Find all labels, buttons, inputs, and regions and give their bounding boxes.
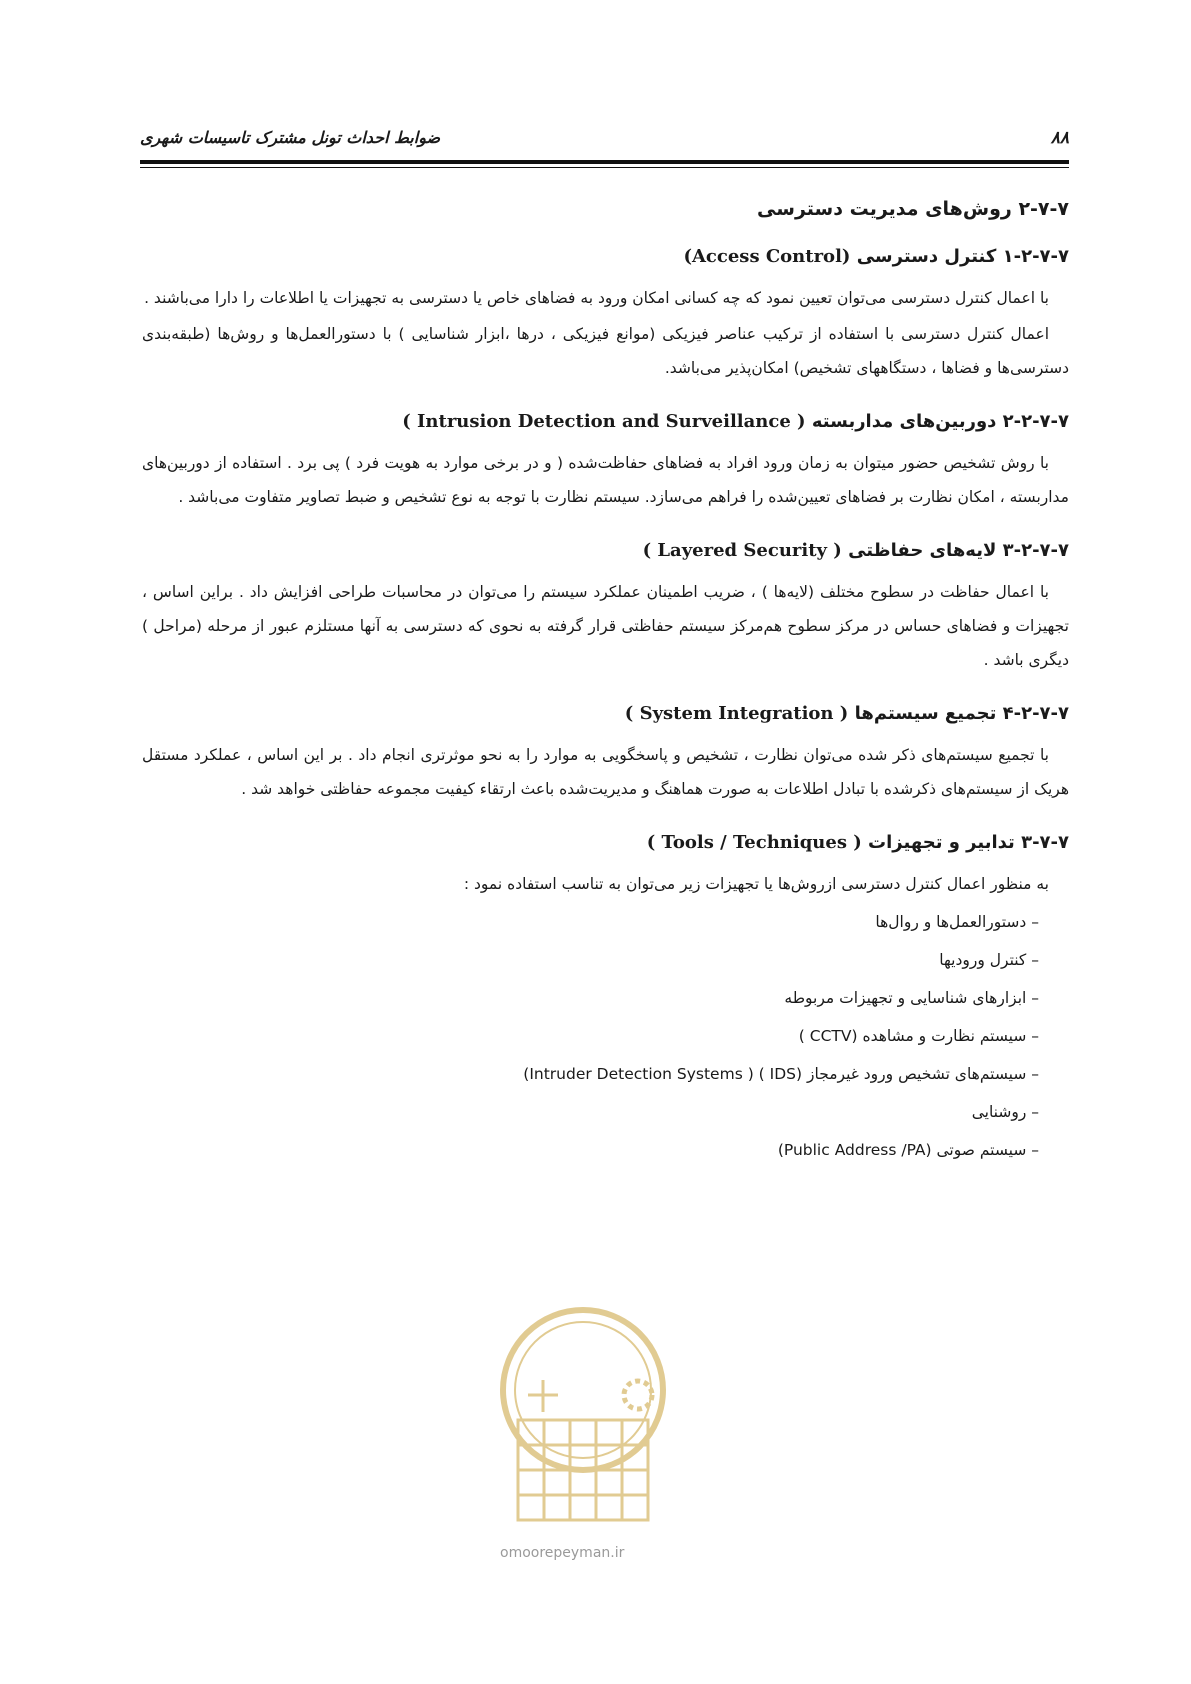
subsection-heading-cctv <box>142 411 1069 432</box>
subsection-heading-system-integration <box>142 703 1069 724</box>
list-item: – کنترل ورودیها <box>939 951 1039 969</box>
list-item: – سیستم صوتی (Public Address /PA) <box>777 1141 1039 1159</box>
heading-fa: ۳-۲-۷-۷ لایه‌های حفاظتی <box>848 540 1069 561</box>
heading-en: ( Layered Security ) <box>642 540 842 561</box>
paragraph: با تجمیع سیستم‌های ذکر شده می‌توان نظارت ، تشخیص و پاسخگویی به موارد را به نحو موثرتری انجام داد . بر این اساس ، عملکرد مستقل هریک از سیستم‌های ذکرشده با تبادل اطلاعات به صورت هماهنگ و مدیریت‌شده باعث ارتقاء کیفیت مجموعه حفاظتی خواهد شد . <box>142 746 1069 798</box>
list-item: – سیستم نظارت و مشاهده (CCTV ) <box>798 1027 1039 1045</box>
paragraph: با روش تشخیص حضور میتوان به زمان ورود افراد به فضاهای حفاظت‌شده ( و در برخی موارد به هویت فرد ) پی برد . استفاده از دوربین‌های مداربسته ، امکان نظارت بر فضاهای تعیین‌شده را فراهم می‌سازد. سیستم نظارت با توجه به نوع تشخیص و ضبط تصاویر متفاوت می‌باشد . <box>142 454 1069 506</box>
header-rule-thin <box>140 167 1069 168</box>
heading-fa: ۴-۲-۷-۷ تجمیع سیستم‌ها <box>854 703 1069 724</box>
subsection-heading-access-control <box>142 246 1069 267</box>
heading-en: ( System Integration ) <box>624 703 849 724</box>
list-item: – دستورالعمل‌ها و روال‌ها <box>875 913 1039 931</box>
watermark-logo-icon <box>488 1300 678 1540</box>
subsection-heading-tools <box>142 832 1069 853</box>
list-item: – سیستم‌های تشخیص ورود غیرمجاز (IDS ) ( Intruder Detection Systems) <box>523 1065 1039 1083</box>
subsection-heading-layered-security <box>142 540 1069 561</box>
list-item: – روشنایی <box>971 1103 1039 1121</box>
heading-fa: ۱-۲-۷-۷ کنترل دسترسی <box>856 246 1069 267</box>
heading-fa: ۲-۲-۷-۷ دوربین‌های مداربسته <box>811 411 1069 432</box>
paragraph: با اعمال کنترل دسترسی می‌توان تعیین نمود که چه کسانی امکان ورود به فضاهای خاص یا دسترسی به تجهیزات یا اطلاعات را دارا می‌باشند . <box>144 289 1049 307</box>
section-heading: ۲-۷-۷ روش‌های مدیریت دسترسی <box>757 198 1069 220</box>
paragraph: با اعمال حفاظت در سطوح مختلف (لایه‌ها ) ، ضریب اطمینان عملکرد سیستم را می‌توان در محاسبات طراحی افزایش داد . براین اساس ، تجهیزات و فضاهای حساس در مرکز سطوح هم‌مرکز سیستم حفاظتی قرار گرفته به نحوی که دسترسی به آنها مستلزم عبور از مرحله (مراحل ) دیگری باشد . <box>142 583 1069 669</box>
header-rule-thick <box>140 160 1069 164</box>
header-title: ضوابط احداث تونل مشترک تاسیسات شهری <box>140 128 441 147</box>
list-item: – ابزارهای شناسایی و تجهیزات مربوطه <box>784 989 1039 1007</box>
heading-en: (Access Control) <box>683 246 851 267</box>
page-number: ۸۸ <box>1050 128 1069 148</box>
heading-en: ( Intrusion Detection and Surveillance ) <box>402 411 806 432</box>
heading-fa: ۳-۷-۷ تدابیر و تجهیزات <box>868 832 1069 853</box>
body-content <box>142 198 1069 1169</box>
heading-en: ( Tools / Techniques ) <box>646 832 862 853</box>
list-intro: به منظور اعمال کنترل دسترسی ازروش‌ها یا تجهیزات زیر می‌توان به تناسب استفاده نمود : <box>463 875 1049 893</box>
tools-list <box>142 903 1069 1169</box>
watermark-url: omoorepeyman.ir <box>500 1545 625 1561</box>
running-header <box>140 128 1069 150</box>
paragraph: اعمال کنترل دسترسی با استفاده از ترکیب عناصر فیزیکی (موانع فیزیکی ، درها ،ابزار شناسایی ) با دستورالعمل‌ها و روش‌ها (طبقه‌بندی دسترسی‌ها و فضاها ، دستگاههای تشخیص) امکان‌پذیر می‌باشد. <box>142 325 1069 377</box>
